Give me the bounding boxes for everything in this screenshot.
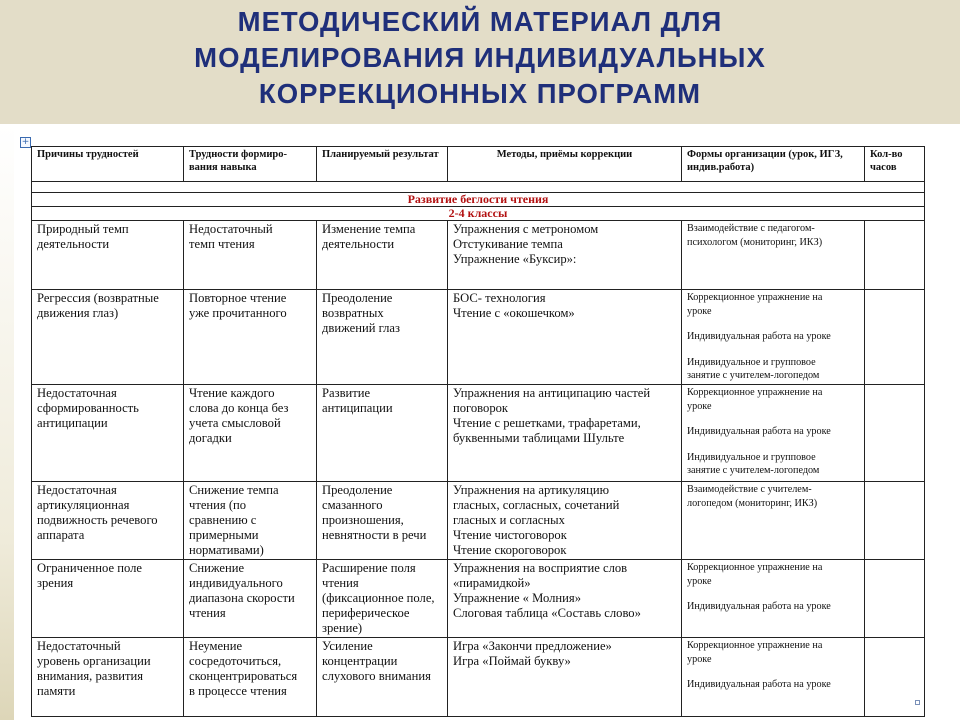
cell-line: Усиление <box>322 639 373 653</box>
slide-title-line-2: МОДЕЛИРОВАНИЯ ИНДИВИДУАЛЬНЫХ <box>194 42 766 73</box>
cell-methods <box>448 482 682 560</box>
cell-hours <box>865 385 925 482</box>
table-row <box>32 385 925 482</box>
cell-line: Взаимодействие с учителем- <box>687 484 812 495</box>
column-header-methods: Методы, приёмы коррекции <box>448 147 682 182</box>
cell-line: темп чтения <box>189 237 255 251</box>
cell-line: Недостаточная <box>37 386 117 400</box>
table-move-handle-icon[interactable]: + <box>21 137 30 147</box>
cell-line: Ограниченное поле <box>37 561 142 575</box>
cell-line: Преодоление <box>322 291 393 305</box>
line-spacer <box>687 318 859 330</box>
cell-methods <box>448 290 682 385</box>
cell-line: Чтение с решетками, трафаретами, <box>453 416 641 430</box>
cell-line: Упражнения на артикуляцию <box>453 483 609 497</box>
cell-line: Регрессия (возвратные <box>37 291 159 305</box>
cell-line: сравнению с <box>189 513 257 527</box>
cell-line: занятие с учителем-логопедом <box>687 370 820 381</box>
cell-line: чтения <box>322 576 359 590</box>
cell-line: периферическое <box>322 606 410 620</box>
cell-cause <box>32 560 184 638</box>
cell-line: Расширение поля <box>322 561 416 575</box>
slide-title-banner <box>0 0 960 124</box>
cell-forms <box>682 638 865 717</box>
cell-line: Коррекционное упражнение на <box>687 640 823 651</box>
table-header-row <box>32 147 925 182</box>
cell-line: Индивидуальное и групповое <box>687 451 816 463</box>
line-spacer <box>687 666 859 678</box>
cell-line: в процессе чтения <box>189 684 287 698</box>
correction-methods-table-wrap <box>31 146 924 717</box>
cell-difficulty <box>184 221 317 290</box>
cell-line: Упражнения на антиципацию частей <box>453 386 651 400</box>
cell-result <box>317 560 448 638</box>
cell-methods <box>448 385 682 482</box>
cell-difficulty <box>184 482 317 560</box>
cell-line: нормативами) <box>189 543 264 557</box>
cell-cause <box>32 638 184 717</box>
cell-line: Упражнение «Буксир»: <box>453 252 577 266</box>
cell-line: деятельности <box>37 237 110 251</box>
cell-line: сосредоточиться, <box>189 654 282 668</box>
cell-line: зрение) <box>322 621 363 635</box>
cell-line: «пирамидкой» <box>453 576 531 590</box>
cell-line: Коррекционное упражнение на <box>687 292 823 303</box>
cell-line: Индивидуальная работа на уроке <box>687 331 831 342</box>
cell-line: (фиксационное поле, <box>322 591 435 605</box>
cell-line: догадки <box>189 431 232 445</box>
cell-line: психологом (мониторинг, ИКЗ) <box>687 236 823 248</box>
cell-difficulty <box>184 290 317 385</box>
cell-result <box>317 221 448 290</box>
cell-cause <box>32 290 184 385</box>
slide-title-line-3: КОРРЕКЦИОННЫХ ПРОГРАММ <box>258 78 702 109</box>
cell-line: произношения, <box>322 513 404 527</box>
cell-methods <box>448 221 682 290</box>
cell-line: уроке <box>687 653 712 665</box>
section-title-row <box>32 193 925 207</box>
table-row <box>32 221 925 290</box>
cell-forms <box>682 385 865 482</box>
cell-line: уроке <box>687 305 712 317</box>
cell-line: деятельности <box>322 237 395 251</box>
table-gap-cell <box>32 182 925 193</box>
cell-line: Упражнения на восприятие слов <box>453 561 628 575</box>
table-row <box>32 482 925 560</box>
column-header-result: Планируемый результат <box>317 147 448 182</box>
cell-line: антиципации <box>322 401 393 415</box>
cell-line: сконцентрироваться <box>189 669 298 683</box>
cell-line: БОС- технология <box>453 291 546 305</box>
cell-line: возвратных <box>322 306 384 320</box>
cell-line: аппарата <box>37 528 85 542</box>
cell-line: буквенными таблицами Шульте <box>453 431 625 445</box>
cell-hours <box>865 560 925 638</box>
column-header-difficulty: Трудности формиро-вания навыка <box>184 147 317 182</box>
cell-line: Преодоление <box>322 483 393 497</box>
cell-line: чтения <box>189 606 226 620</box>
cell-result <box>317 385 448 482</box>
section-subtitle-row <box>32 207 925 221</box>
cell-line: памяти <box>37 684 76 698</box>
cell-line: логопедом (мониторинг, ИКЗ) <box>687 497 818 509</box>
cell-difficulty <box>184 560 317 638</box>
column-header-hours: Кол-во часов <box>865 147 925 182</box>
cell-line: Снижение <box>189 561 245 575</box>
cell-line: Чтение скороговорок <box>453 543 567 557</box>
cell-line: поговорок <box>453 401 509 415</box>
cell-line: Изменение темпа <box>322 222 416 236</box>
table-row <box>32 560 925 638</box>
cell-line: уроке <box>687 400 712 412</box>
cell-cause <box>32 385 184 482</box>
section-title: Развитие беглости чтения <box>32 193 925 207</box>
cell-line: Недостаточный <box>37 639 121 653</box>
cell-line: Отстукивание темпа <box>453 237 563 251</box>
cell-line: сформированность <box>37 401 139 415</box>
cell-difficulty <box>184 385 317 482</box>
cell-line: Коррекционное упражнение на <box>687 387 823 398</box>
column-header-forms: Формы организации (урок, ИГЗ, индив.работа) <box>682 147 865 182</box>
cell-line: антиципации <box>37 416 108 430</box>
cell-line: учета смысловой <box>189 416 281 430</box>
line-spacer <box>687 344 859 356</box>
cell-line: слова до конца без <box>189 401 289 415</box>
cell-line: Индивидуальная работа на уроке <box>687 679 831 690</box>
cell-line: Чтение с «окошечком» <box>453 306 575 320</box>
cell-line: слухового внимания <box>322 669 431 683</box>
cell-line: Неумение <box>189 639 243 653</box>
cell-line: Индивидуальное и групповое <box>687 356 816 368</box>
cell-cause <box>32 482 184 560</box>
table-gap-row <box>32 182 925 193</box>
cell-line: Чтение чистоговорок <box>453 528 567 542</box>
cell-line: гласных и согласных <box>453 513 565 527</box>
cell-line: Снижение темпа <box>189 483 279 497</box>
cell-line: занятие с учителем-логопедом <box>687 465 820 476</box>
cell-line: диапазона скорости <box>189 591 295 605</box>
cell-forms <box>682 221 865 290</box>
cell-forms <box>682 482 865 560</box>
cell-line: Игра «Закончи предложение» <box>453 639 612 653</box>
line-spacer <box>687 413 859 425</box>
cell-line: Повторное чтение <box>189 291 287 305</box>
cell-line: движения глаз) <box>37 306 119 320</box>
cell-cause <box>32 221 184 290</box>
cell-line: Коррекционное упражнение на <box>687 562 823 573</box>
cell-line: Индивидуальная работа на уроке <box>687 426 831 437</box>
cell-line: Развитие <box>322 386 371 400</box>
table-resize-handle-icon[interactable] <box>915 700 920 705</box>
cell-line: Упражнение « Молния» <box>453 591 581 605</box>
cell-line: уроке <box>687 575 712 587</box>
cell-line: Упражнения с метрономом <box>453 222 599 236</box>
cell-line: Недостаточный <box>189 222 273 236</box>
table-row <box>32 638 925 717</box>
cell-result <box>317 482 448 560</box>
cell-line: смазанного <box>322 498 383 512</box>
table-row <box>32 290 925 385</box>
cell-line: уже прочитанного <box>189 306 287 320</box>
cell-line: концентрации <box>322 654 398 668</box>
cell-line: подвижность речевого <box>37 513 158 527</box>
cell-forms <box>682 290 865 385</box>
cell-hours <box>865 221 925 290</box>
cell-line: артикуляционная <box>37 498 130 512</box>
section-subtitle: 2-4 классы <box>32 207 925 221</box>
cell-hours <box>865 290 925 385</box>
cell-line: зрения <box>37 576 74 590</box>
cell-line: внимания, развития <box>37 669 144 683</box>
cell-line: Чтение каждого <box>189 386 275 400</box>
cell-methods <box>448 638 682 717</box>
cell-line: Игра «Поймай букву» <box>453 654 571 668</box>
cell-result <box>317 290 448 385</box>
cell-line: Недостаточная <box>37 483 117 497</box>
cell-difficulty <box>184 638 317 717</box>
cell-line: Взаимодействие с педагогом- <box>687 223 815 234</box>
slide-title-line-1: МЕТОДИЧЕСКИЙ МАТЕРИАЛ ДЛЯ <box>237 6 723 37</box>
cell-line: чтения (по <box>189 498 247 512</box>
cell-line: гласных, согласных, сочетаний <box>453 498 620 512</box>
cell-forms <box>682 560 865 638</box>
cell-hours <box>865 482 925 560</box>
cell-line: движений глаз <box>322 321 400 335</box>
cell-line: индивидуального <box>189 576 283 590</box>
cell-line: Слоговая таблица «Составь слово» <box>453 606 641 620</box>
column-header-cause: Причины трудностей <box>32 147 184 182</box>
line-spacer <box>687 439 859 451</box>
cell-line: невнятности в речи <box>322 528 427 542</box>
cell-result <box>317 638 448 717</box>
cell-methods <box>448 560 682 638</box>
correction-methods-table <box>31 146 925 717</box>
line-spacer <box>687 588 859 600</box>
cell-line: примерными <box>189 528 259 542</box>
cell-line: уровень организации <box>37 654 151 668</box>
cell-line: Индивидуальная работа на уроке <box>687 601 831 612</box>
cell-line: Природный темп <box>37 222 129 236</box>
slide-left-strip <box>0 124 14 720</box>
